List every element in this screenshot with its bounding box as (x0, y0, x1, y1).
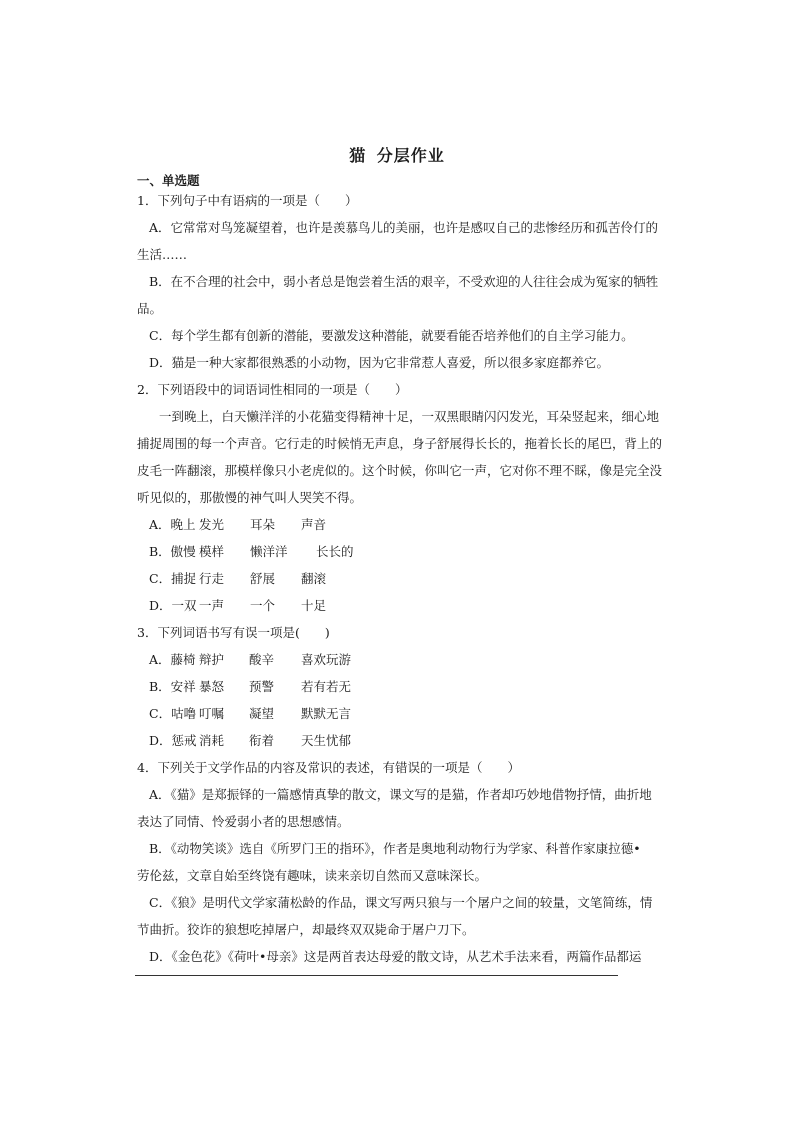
option-term: C．咕噜 (149, 706, 197, 721)
q1-stem: 1．下列句子中有语病的一项是（ ） (137, 193, 358, 208)
q3-option-b (137, 678, 663, 705)
option-term: 天生忧郁 (301, 733, 352, 748)
option-term: C．捕捉 (149, 571, 197, 586)
q2-option-c (137, 570, 663, 597)
q2-passage-line1: 一到晚上，白天懒洋洋的小花猫变得精神十足，一双黑眼睛闪闪发光，耳朵竖起来，细心地 (159, 409, 660, 424)
q2-passage-line4: 听见似的，那傲慢的神气叫人哭笑不得。 (137, 490, 363, 505)
option-term: B．安祥 (149, 679, 196, 694)
option-term: 行走 (199, 571, 225, 586)
option-term: 舒展 (250, 571, 276, 586)
q3-option-d (137, 732, 663, 759)
option-term: 一个 (250, 598, 276, 613)
q1-option-a-line2: 生活…… (137, 247, 188, 262)
q4-option-b-line1: B．《动物笑谈》选自《所罗门王的指环》，作者是奥地利动物行为学家、科普作家康拉德• (149, 841, 641, 856)
option-term: 翻滚 (301, 571, 327, 586)
option-term: D．惩戒 (149, 733, 197, 748)
section-heading: 一、单选题 (137, 173, 200, 188)
option-term: 声音 (301, 517, 327, 532)
q2-option-d (137, 597, 663, 624)
q4-option-b-line2: 劳伦兹，文章自始至终饶有趣味，读来亲切自然而又意味深长。 (137, 868, 488, 883)
option-term: D．一双 (149, 598, 197, 613)
q4-stem: 4．下列关于文学作品的内容及常识的表述，有错误的一项是（ ） (137, 760, 520, 775)
q4-option-a-line1: A．《猫》是郑振铎的一篇感情真挚的散文，课文写的是猫，作者却巧妙地借物抒情，曲折地 (149, 787, 652, 802)
option-term: 耳朵 (250, 517, 276, 532)
q2-stem: 2．下列语段中的词语词性相同的一项是（ ） (137, 382, 408, 397)
option-term: 辩护 (199, 652, 225, 667)
option-term: 凝望 (249, 706, 275, 721)
q2-option-b (137, 543, 663, 570)
option-term: 衔着 (249, 733, 275, 748)
option-term: A．藤椅 (149, 652, 196, 667)
option-term: 一声 (199, 598, 225, 613)
footer-rule (135, 975, 618, 976)
q3-option-a (137, 651, 663, 678)
option-term: 懒洋洋 (250, 544, 288, 559)
option-term: 长长的 (316, 544, 354, 559)
option-term: A．晚上 (149, 517, 196, 532)
option-term: 预警 (249, 679, 275, 694)
option-term: 暴怒 (199, 679, 225, 694)
q1-option-b-line1: B．在不合理的社会中，弱小者总是饱尝着生活的艰辛，不受欢迎的人往往会成为冤家的牺牲 (149, 274, 659, 289)
q1-option-a-line1: A．它常常对鸟笼凝望着，也许是羡慕鸟儿的美丽，也许是感叹自己的悲惨经历和孤苦伶仃的 (149, 220, 659, 235)
option-term: 十足 (301, 598, 327, 613)
q4-option-c-line2: 节曲折。狡诈的狼想吃掉屠户，却最终双双毙命于屠户刀下。 (137, 922, 475, 937)
option-term: 消耗 (199, 733, 225, 748)
option-term: 默默无言 (301, 706, 352, 721)
q1-option-b-line2: 品。 (137, 301, 163, 316)
option-term: 模样 (199, 544, 225, 559)
question-list (137, 192, 663, 975)
option-term: 酸辛 (249, 652, 275, 667)
q4-option-d-line1: D．《金色花》《荷叶•母亲》这是两首表达母爱的散文诗，从艺术手法来看，两篇作品都运 (149, 949, 642, 964)
q4-option-a-line2: 表达了同情、怜爱弱小者的思想感情。 (137, 814, 350, 829)
q2-option-a (137, 516, 663, 543)
option-term: 发光 (199, 517, 225, 532)
q2-passage-line2: 捕捉周围的每一个声音。它行走的时候悄无声息，身子舒展得长长的，拖着长长的尾巴，背上的 (137, 436, 663, 451)
option-term: B．傲慢 (149, 544, 196, 559)
page-title: 猫 分层作业 (349, 146, 445, 165)
option-term: 喜欢玩游 (301, 652, 352, 667)
q4-option-c-line1: C．《狼》是明代文学家蒲松龄的作品，课文写两只狼与一个屠户之间的较量，文笔简练，情 (149, 895, 653, 910)
q3-stem: 3．下列词语书写有误一项是( ) (137, 625, 330, 640)
option-term: 叮嘱 (199, 706, 225, 721)
q1-option-c: C．每个学生都有创新的潜能，要激发这种潜能，就要看能否培养他们的自主学习能力。 (149, 328, 634, 343)
q3-option-c (137, 705, 663, 732)
q2-passage-line3: 皮毛一阵翻滚，那模样像只小老虎似的。这个时候，你叫它一声，它对你不理不睬，像是完全没 (137, 463, 663, 478)
option-term: 若有若无 (301, 679, 352, 694)
q1-option-d: D．猫是一种大家都很熟悉的小动物，因为它非常惹人喜爱，所以很多家庭都养它。 (149, 355, 610, 370)
